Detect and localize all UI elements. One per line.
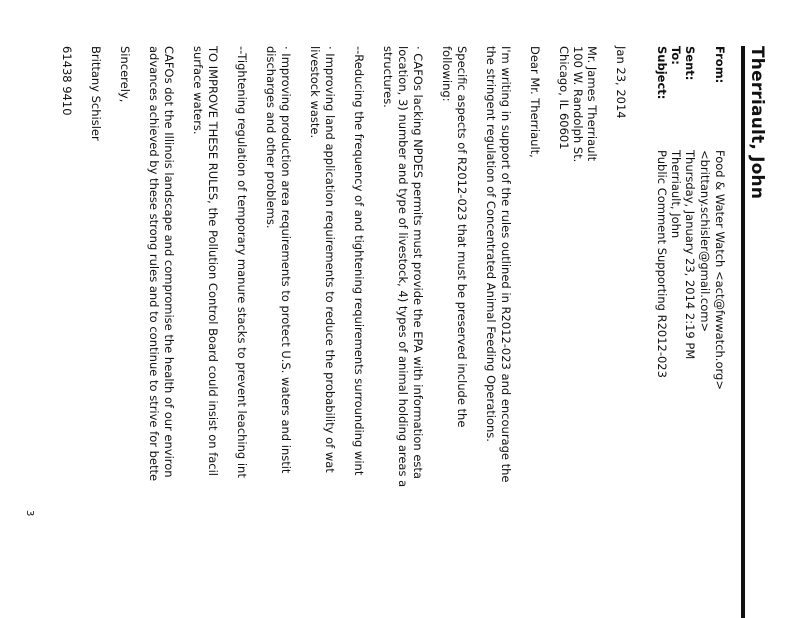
signer-phone: 61438 9410: [60, 46, 74, 116]
subject-label: Subject:: [655, 46, 669, 100]
specific-line: Specific aspects of R2012-023 that must be preserved include the: [455, 46, 469, 428]
specific-line: following:: [440, 46, 454, 102]
from-label: From:: [713, 46, 727, 84]
bullet-line: · Improving land application requirements to reduce the probability of wat: [323, 46, 337, 473]
improve-line: TO IMPROVE THESE RULES, the Pollution Control Board could insist on facil: [206, 46, 220, 477]
salutation: Dear Mr. Therriault,: [528, 46, 542, 158]
bullet-line: --Tightening regulation of temporary manure stacks to prevent leaching int: [235, 46, 249, 478]
to-label: To:: [669, 46, 683, 65]
subject-value: Public Comment Supporting R2012-023: [655, 150, 669, 378]
bullet-line: structures.: [381, 46, 395, 108]
from-value: Food & Water Watch <act@fwwatch.org>: [713, 150, 727, 390]
address-line: Mr. James Therriault: [585, 46, 599, 162]
from-email: <brittany.schisler@gmail.com>: [698, 150, 712, 333]
page-number: 3: [24, 510, 35, 517]
bullet-line: discharges and other problems.: [264, 46, 278, 229]
closing-line: CAFOs dot the Illinois landscape and compromise the health of our environ: [162, 46, 176, 478]
recipient-name-heading: Therriault, John: [747, 46, 767, 200]
signoff: Sincerely,: [118, 46, 132, 103]
to-value: Therriault, John: [669, 150, 683, 239]
signer-name: Brittany Schisler: [89, 46, 103, 141]
intro-line: I'm writing in support of the rules outlined in R2012-023 and encourage the: [499, 46, 513, 483]
improve-line: surface waters.: [191, 46, 205, 135]
bullet-line: --Reducing the frequency of and tightening requirements surrounding wint: [352, 46, 366, 476]
heading-rule: [741, 46, 745, 618]
address-line: Chicago, IL 60601: [557, 46, 571, 150]
bullet-line: location, 3) number and type of livestock, 4) types of animal holding areas a: [396, 46, 410, 488]
bullet-line: · CAFOs lacking NPDES permits must provide the EPA with information esta: [411, 46, 425, 479]
closing-line: advances achieved by these strong rules and to continue to strive for bette: [147, 46, 161, 482]
address-line: 100 W. Randolph St.: [571, 46, 585, 163]
sent-value: Thursday, January 23, 2014 2:19 PM: [683, 150, 697, 360]
sent-label: Sent:: [683, 46, 697, 81]
bullet-line: livestock waste.: [308, 46, 322, 139]
intro-line: the stringent regulation of Concentrated Animal Feeding Operations.: [484, 46, 498, 442]
letter-date: Jan 23, 2014: [614, 46, 628, 119]
bullet-line: · Improving production area requirements to protect U.S. waters and instit: [279, 46, 293, 474]
